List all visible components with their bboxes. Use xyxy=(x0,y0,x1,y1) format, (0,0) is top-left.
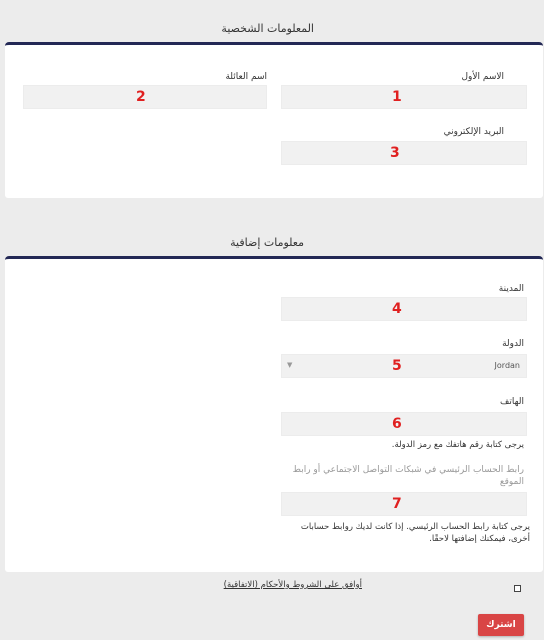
terms-link[interactable]: أوافق على الشروط والأحكام (الاتفاقية) xyxy=(223,580,362,590)
city-marker: 4 xyxy=(392,301,402,317)
country-marker: 5 xyxy=(392,358,402,374)
last-name-input[interactable] xyxy=(23,85,267,109)
chevron-down-icon: ▼ xyxy=(287,361,293,369)
last-name-marker: 2 xyxy=(136,89,146,105)
subscribe-button[interactable]: اشترك xyxy=(478,614,524,636)
phone-marker: 6 xyxy=(392,416,402,432)
phone-help-text: يرجى كتابة رقم هاتفك مع رمز الدولة. xyxy=(391,440,524,450)
additional-section-title: معلومات إضافية xyxy=(230,236,304,249)
first-name-input[interactable] xyxy=(281,85,527,109)
city-input[interactable] xyxy=(281,297,527,321)
last-name-label: اسم العائلة xyxy=(225,72,267,82)
phone-label: الهاتف xyxy=(500,397,524,407)
personal-info-panel xyxy=(5,42,543,198)
terms-checkbox[interactable] xyxy=(514,585,521,592)
phone-input[interactable] xyxy=(281,412,527,436)
country-label: الدولة xyxy=(502,339,524,349)
social-link-marker: 7 xyxy=(392,496,402,512)
personal-section-title: المعلومات الشخصية xyxy=(221,22,314,35)
social-link-help-text: يرجى كتابة رابط الحساب الرئيسي. إذا كانت لديك روابط حسابات أخرى، فيمكنك إضافتها لاحقًا. xyxy=(300,522,530,544)
social-link-input[interactable] xyxy=(281,492,527,516)
country-selected-value: Jordan xyxy=(494,361,520,370)
social-link-label: رابط الحساب الرئيسي في شبكات التواصل الاجتماعي أو رابط الموقع xyxy=(292,465,524,487)
additional-info-panel xyxy=(5,256,543,572)
email-input[interactable] xyxy=(281,141,527,165)
email-marker: 3 xyxy=(390,145,400,161)
email-label: البريد الإلكتروني xyxy=(443,127,504,137)
city-label: المدينة xyxy=(498,284,524,294)
first-name-marker: 1 xyxy=(392,89,402,105)
first-name-label: الاسم الأول xyxy=(461,72,504,82)
country-select[interactable] xyxy=(281,354,527,378)
